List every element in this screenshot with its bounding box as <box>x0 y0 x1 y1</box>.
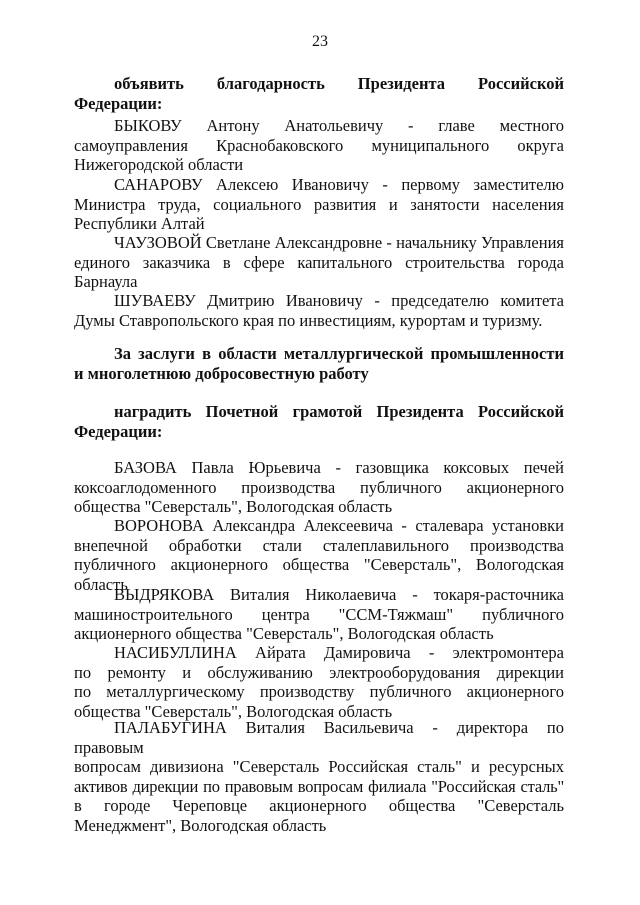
text-line: единого заказчика в сфере капитального строительства города <box>74 252 564 272</box>
text-line: БАЗОВА Павла Юрьевича - газовщика коксовых печей <box>114 458 564 477</box>
text-line: НАСИБУЛЛИНА Айрата Дамировича - электромонтера <box>114 643 564 662</box>
text-line: и многолетнюю добросовестную работу <box>74 363 369 383</box>
award-entry <box>74 516 564 594</box>
text-line: Барнаула <box>74 272 138 292</box>
heading-gratitude: объявить благодарность Президента Российской Федерации: <box>74 74 564 113</box>
text-line: машиностроительного центра "ССМ-Тяжмаш" публичного <box>74 604 564 624</box>
award-entry <box>74 116 564 175</box>
text-line: по ремонту и обслуживанию электрооборудования дирекции <box>74 662 564 682</box>
text-line: САНАРОВУ Алексею Ивановичу - первому заместителю <box>114 175 564 194</box>
text-line: Федерации: <box>74 421 163 441</box>
text-line: Думы Ставропольского края по инвестициям, курортам и туризму. <box>74 310 543 330</box>
award-entry <box>74 643 564 721</box>
text-line: по металлургическому производству публичного акционерного <box>74 682 564 702</box>
text-line: самоуправления Краснобаковского муниципального округа <box>74 135 564 155</box>
text-line: ПАЛАБУГИНА Виталия Васильевича - директора по правовым <box>74 718 564 757</box>
text-line: БЫКОВУ Антону Анатольевичу - главе местного <box>114 116 564 135</box>
text-line: ВОРОНОВА Александра Алексеевича - сталевара установки <box>114 516 564 535</box>
text-line: Министра труда, социального развития и занятости населения <box>74 194 564 214</box>
page-number: 23 <box>312 33 328 50</box>
text-line: Нижегородской области <box>74 155 244 175</box>
text-line: активов дирекции по правовым вопросам филиала "Российская сталь" <box>74 776 564 796</box>
award-entry <box>74 458 564 517</box>
award-entry <box>74 175 564 234</box>
text-line: За заслуги в области металлургической промышленности <box>114 344 564 363</box>
text-line: в городе Череповце акционерного общества "Северсталь <box>74 796 564 816</box>
text-line: общества "Северсталь", Вологодская область <box>74 701 393 721</box>
text-line: публичного акционерного общества "Северсталь", Вологодская <box>74 555 564 575</box>
text-line: наградить Почетной грамотой Президента Российской <box>114 402 564 421</box>
text-line: общества "Северсталь", Вологодская область <box>74 497 393 517</box>
text-line: вопросам дивизиона "Северсталь Российская сталь" и ресурсных <box>74 757 564 777</box>
award-entry <box>74 585 564 644</box>
award-entry <box>74 718 564 836</box>
award-entry <box>74 291 564 330</box>
award-entry <box>74 233 564 292</box>
text-line: ЧАУЗОВОЙ Светлане Александровне - начальнику Управления <box>114 233 564 252</box>
heading-merit <box>74 344 564 383</box>
text-line: Республики Алтай <box>74 214 205 234</box>
text-line: акционерного общества "Северсталь", Вологодская область <box>74 624 494 644</box>
text-line: ВЫДРЯКОВА Виталия Николаевича - токаря-расточника <box>114 585 564 604</box>
text-line: ШУВАЕВУ Дмитрию Ивановичу - председателю комитета <box>114 291 564 310</box>
text-line: область <box>74 574 128 594</box>
text-line: коксоаглодоменного производства публичного акционерного <box>74 477 564 497</box>
text-line: внепечной обработки стали сталеплавильного производства <box>74 535 564 555</box>
text-line: Менеджмент", Вологодская область <box>74 815 327 835</box>
heading-award-certificate <box>74 402 564 441</box>
